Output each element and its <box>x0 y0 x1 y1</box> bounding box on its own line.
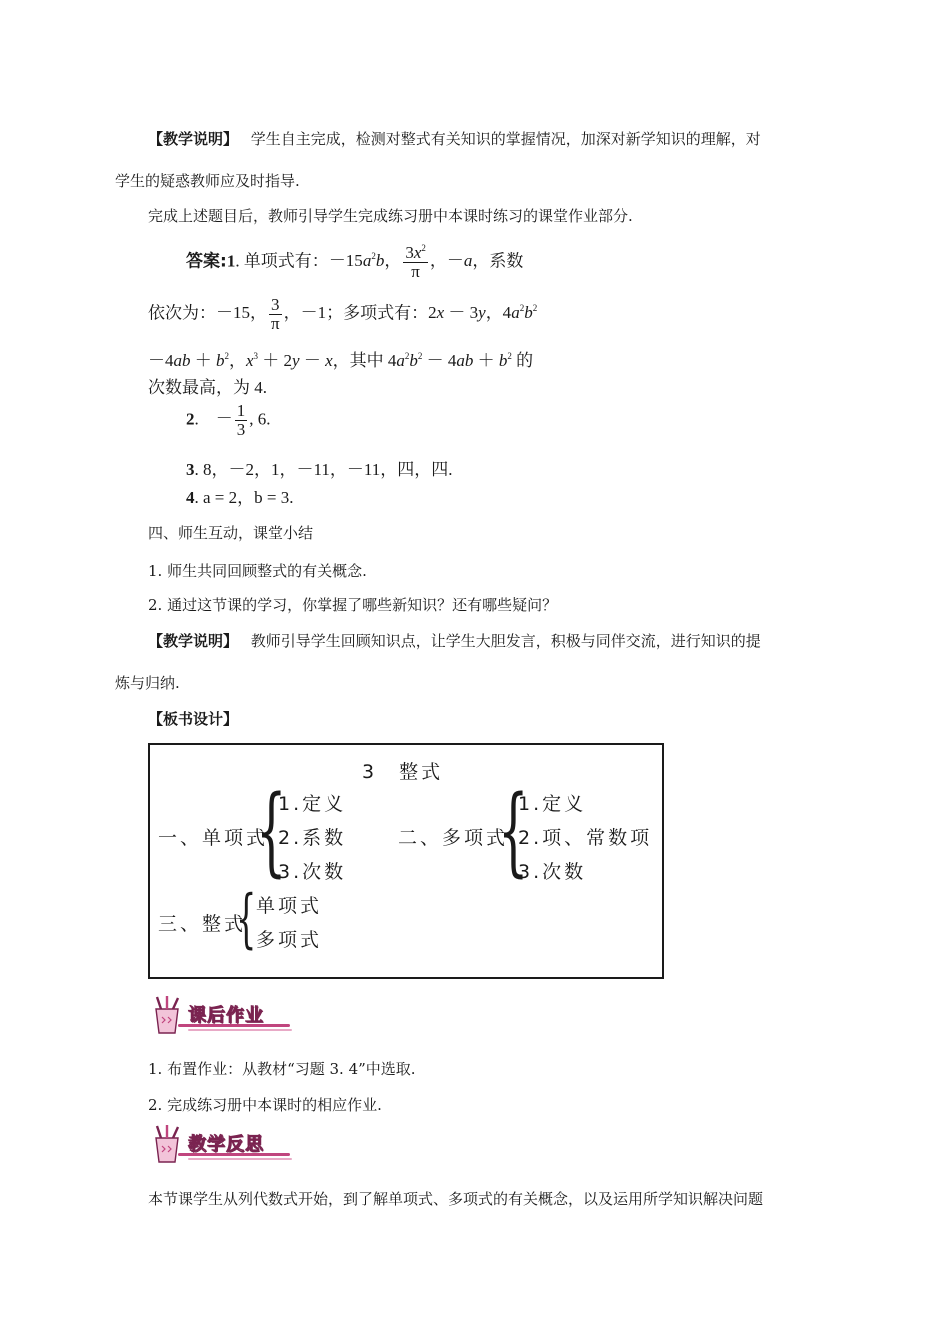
homework-item-1: 1. 布置作业：从教材“习题 3. 4”中选取. <box>148 1060 416 1078</box>
answer-label: 答案: <box>186 251 227 272</box>
answer-line-3 <box>148 346 533 371</box>
reflection-text: 本节课学生从列代数式开始，到了解单项式、多项式的有关概念，以及运用所学知识解决问题 <box>148 1190 764 1208</box>
teaching-note-text: 学生自主完成，检测对整式有关知识的掌握情况，加深对新学知识的理解，对 <box>250 130 761 148</box>
banner-underline <box>188 1158 292 1160</box>
answer-4-text: . a = 2，b = 3. <box>194 488 294 507</box>
teaching-note-2-line2: 炼与归纳. <box>115 674 180 692</box>
answer-number-3: 3 <box>186 460 195 479</box>
teaching-note-tag: 【教学说明】 <box>148 632 239 650</box>
answer-3 <box>186 455 453 480</box>
answer-line-1 <box>186 244 523 281</box>
board-group-3-item-2: 多项式 <box>256 929 323 951</box>
section-4-title: 四、师生互动，课堂小结 <box>148 524 314 542</box>
teaching-note-2-line1 <box>148 630 761 651</box>
board-group-2-item-2: 2.项、常数项 <box>518 827 653 849</box>
brace-icon: { <box>498 775 529 887</box>
answer-1-de: 的 <box>516 351 534 370</box>
answer-2-tail: , 6. <box>249 409 271 429</box>
answer-line-2 <box>148 296 537 333</box>
answer-1-coefs: －15， $\frac{3}{\pi}$ ，－1； <box>216 295 344 333</box>
board-group-3-label: 三、整式 <box>158 913 247 935</box>
homework-item-2: 2. 完成练习册中本课时的相应作业. <box>148 1096 382 1114</box>
answer-line-4: 次数最高，为 4. <box>148 378 267 397</box>
board-design-box <box>148 743 664 979</box>
reflection-banner <box>148 1124 293 1164</box>
answer-2-value: － $\frac{1}{3}$ <box>215 401 246 439</box>
answer-1-poly-intro: 多项式有： <box>343 303 429 323</box>
answer-2: 2. － $\frac{1}{3}$ , 6. <box>186 401 271 439</box>
brace-icon: { <box>256 775 287 887</box>
board-group-2-item-1: 1.定义 <box>518 793 587 815</box>
board-design-heading: 【板书设计】 <box>148 710 239 728</box>
banner-label: 教学反思 <box>188 1134 264 1155</box>
board-title: 3 整式 <box>362 761 444 783</box>
teaching-note-text: 教师引导学生回顾知识点，让学生大胆发言，积极与同伴交流，进行知识的提 <box>250 632 761 650</box>
board-group-1-item-3: 3.次数 <box>278 861 347 883</box>
answer-1-which: 其中 <box>349 351 384 370</box>
answer-1-monomials: $-15a^2b$， $\frac{3x^2}{\pi}$ ，－a， <box>328 243 490 281</box>
homework-banner <box>148 995 293 1035</box>
teaching-note-1-line1 <box>148 128 761 149</box>
brace-icon: { <box>236 882 257 956</box>
teaching-note-tag: 【教学说明】 <box>148 130 239 148</box>
answer-1-coef: 系数 <box>489 251 524 271</box>
board-group-3-item-1: 单项式 <box>256 895 323 917</box>
board-group-1-label: 一、单项式 <box>158 827 269 849</box>
board-group-1-item-1: 1.定义 <box>278 793 347 815</box>
banner-label: 课后作业 <box>188 1005 264 1026</box>
answer-1-highest: $4a^2b^2 - 4ab + b^2$ <box>383 351 512 370</box>
answer-3-text: . 8，－2，1，－11，－11，四，四. <box>194 460 453 479</box>
pencil-cup-icon <box>148 1124 188 1164</box>
board-group-2-label: 二、多项式 <box>398 827 509 849</box>
answer-number-2: 2 <box>186 409 195 429</box>
answer-1-coef-intro: 依次为： <box>148 303 216 323</box>
answer-1-polys: 2x － 3y，$4a^2b^2$ <box>428 303 538 323</box>
teaching-note-1-line2: 学生的疑惑教师应及时指导. <box>115 172 300 190</box>
answer-1-polys-cont: $-4ab + b^2$，$x^3 + 2y - x$， <box>148 351 350 370</box>
pencil-cup-icon <box>148 995 188 1035</box>
answer-number-1: 1 <box>226 251 236 271</box>
board-group-1-item-2: 2.系数 <box>278 827 347 849</box>
paragraph-practice: 完成上述题目后，教师引导学生完成练习册中本课时练习的课堂作业部分. <box>148 207 633 225</box>
section-4-item-1: 1. 师生共同回顾整式的有关概念. <box>148 562 367 580</box>
answer-number-4: 4 <box>186 488 195 507</box>
section-4-item-2: 2. 通过这节课的学习，你掌握了哪些新知识？还有哪些疑问？ <box>148 596 558 614</box>
board-group-2-item-3: 3.次数 <box>518 861 587 883</box>
answer-4 <box>186 483 293 508</box>
banner-underline <box>188 1029 292 1031</box>
answer-1-intro: . 单项式有： <box>235 251 329 271</box>
